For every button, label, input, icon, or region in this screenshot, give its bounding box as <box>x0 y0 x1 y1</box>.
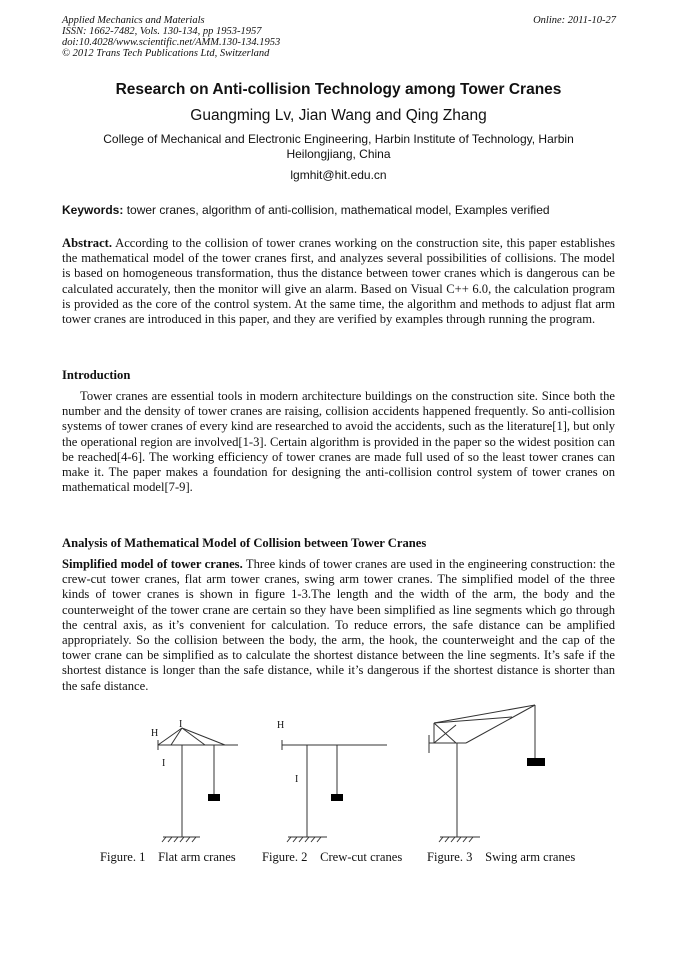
crew-cut-crane-diagram <box>277 720 387 842</box>
introduction-text: Tower cranes are essential tools in modern architecture buildings on the construction site. Since both the number and the density of tower cranes are raising, collision accidents happened frequently. So anti-collision systems of tower cranes of every kind are researched to avoid the accidents, such as the literature[1], but only the operational region are involved[1-3]. Certain algorithm is provided in the paper so the widest position can be reached[4-6]. The working efficiency of tower cranes are made full used of so the least tower cranes can make it. The paper makes a foundation for designing the anti-collision control system of tower cranes on mathematical model[7-9]. <box>62 389 615 495</box>
keywords <box>62 203 622 217</box>
label-i: I <box>179 719 183 730</box>
keywords-text: tower cranes, algorithm of anti-collision, mathematical model, Examples verified <box>123 203 550 217</box>
section-heading-analysis: Analysis of Mathematical Model of Collision between Tower Cranes <box>62 536 427 550</box>
paper-title: Research on Anti-collision Technology among Tower Cranes <box>115 81 562 98</box>
paragraph-label: Simplified model of tower cranes. <box>62 557 243 571</box>
email: lgmhit@hit.edu.cn <box>290 168 387 182</box>
label-h: H <box>151 728 159 739</box>
keywords-label: Keywords: <box>62 203 124 217</box>
copyright: © 2012 Trans Tech Publications Ltd, Switzerland <box>62 48 270 59</box>
section-heading-introduction: Introduction <box>62 368 131 382</box>
label-i: I <box>162 758 166 769</box>
figure-2-caption: Figure. 2 Crew-cut cranes <box>262 850 403 864</box>
label-h: H <box>277 720 285 731</box>
abstract-text: According to the collision of tower cranes working on the construction site, this paper establishes the mathematical model of the tower cranes first, and analyzes several possibilities of collisions. The model is based on homogeneous transformation, thus the distance between tower cranes which is dangerous can be calculated accurately, then the monitor will give an alarm. Based on Visual C++ 6.0, the calculation program is provided as the core of the control system. At the same time, the algorithm and methods to adjust flat arm tower cranes are introduced in this paper, and they are verified by examples through running the program. <box>62 236 615 327</box>
simplified-model-paragraph <box>62 557 615 694</box>
flat-arm-crane-diagram <box>151 719 238 842</box>
figure-3-caption: Figure. 3 Swing arm cranes <box>427 850 576 864</box>
crane-figures <box>0 690 678 850</box>
online-date: Online: 2011-10-27 <box>533 15 616 26</box>
abstract <box>62 236 615 327</box>
doi: doi:10.4028/www.scientific.net/AMM.130-134.1953 <box>62 37 281 48</box>
abstract-label: Abstract. <box>62 236 113 250</box>
authors: Guangming Lv, Jian Wang and Qing Zhang <box>190 107 487 124</box>
affiliation: College of Mechanical and Electronic Engineering, Harbin Institute of Technology, Harbin Heilongjiang, China <box>103 132 574 161</box>
journal-name: Applied Mechanics and Materials <box>62 15 205 26</box>
figure-1-caption: Figure. 1 Flat arm cranes <box>100 850 236 864</box>
label-i: I <box>295 774 299 785</box>
swing-arm-crane-diagram <box>429 705 545 842</box>
issn: ISSN: 1662-7482, Vols. 130-134, pp 1953-1957 <box>62 26 262 37</box>
journal-info <box>62 15 280 59</box>
paragraph-text: Three kinds of tower cranes are used in the engineering construction: the crew-cut tower cranes, flat arm tower cranes, swing arm tower cranes. The simplified model of the three kinds of tower cranes is shown in figure 1-3.The length and the width of the arm, the body and the counterweight of the tower crane are certain so they have been simplified as line segments which go through the central axis, as it’s convenient for calculation. To reduce errors, the safe distance can be amplified appropriately. So the collision between the body, the arm, the hook, the counterweight and the cap of the tower crane can be simplified as to calculate the shortest distance between the line segments. It’s safe if the shortest distance is longer than the safe distance, while it’s dangerous if the shortest distance is shorter than the safe distance. <box>62 557 616 693</box>
